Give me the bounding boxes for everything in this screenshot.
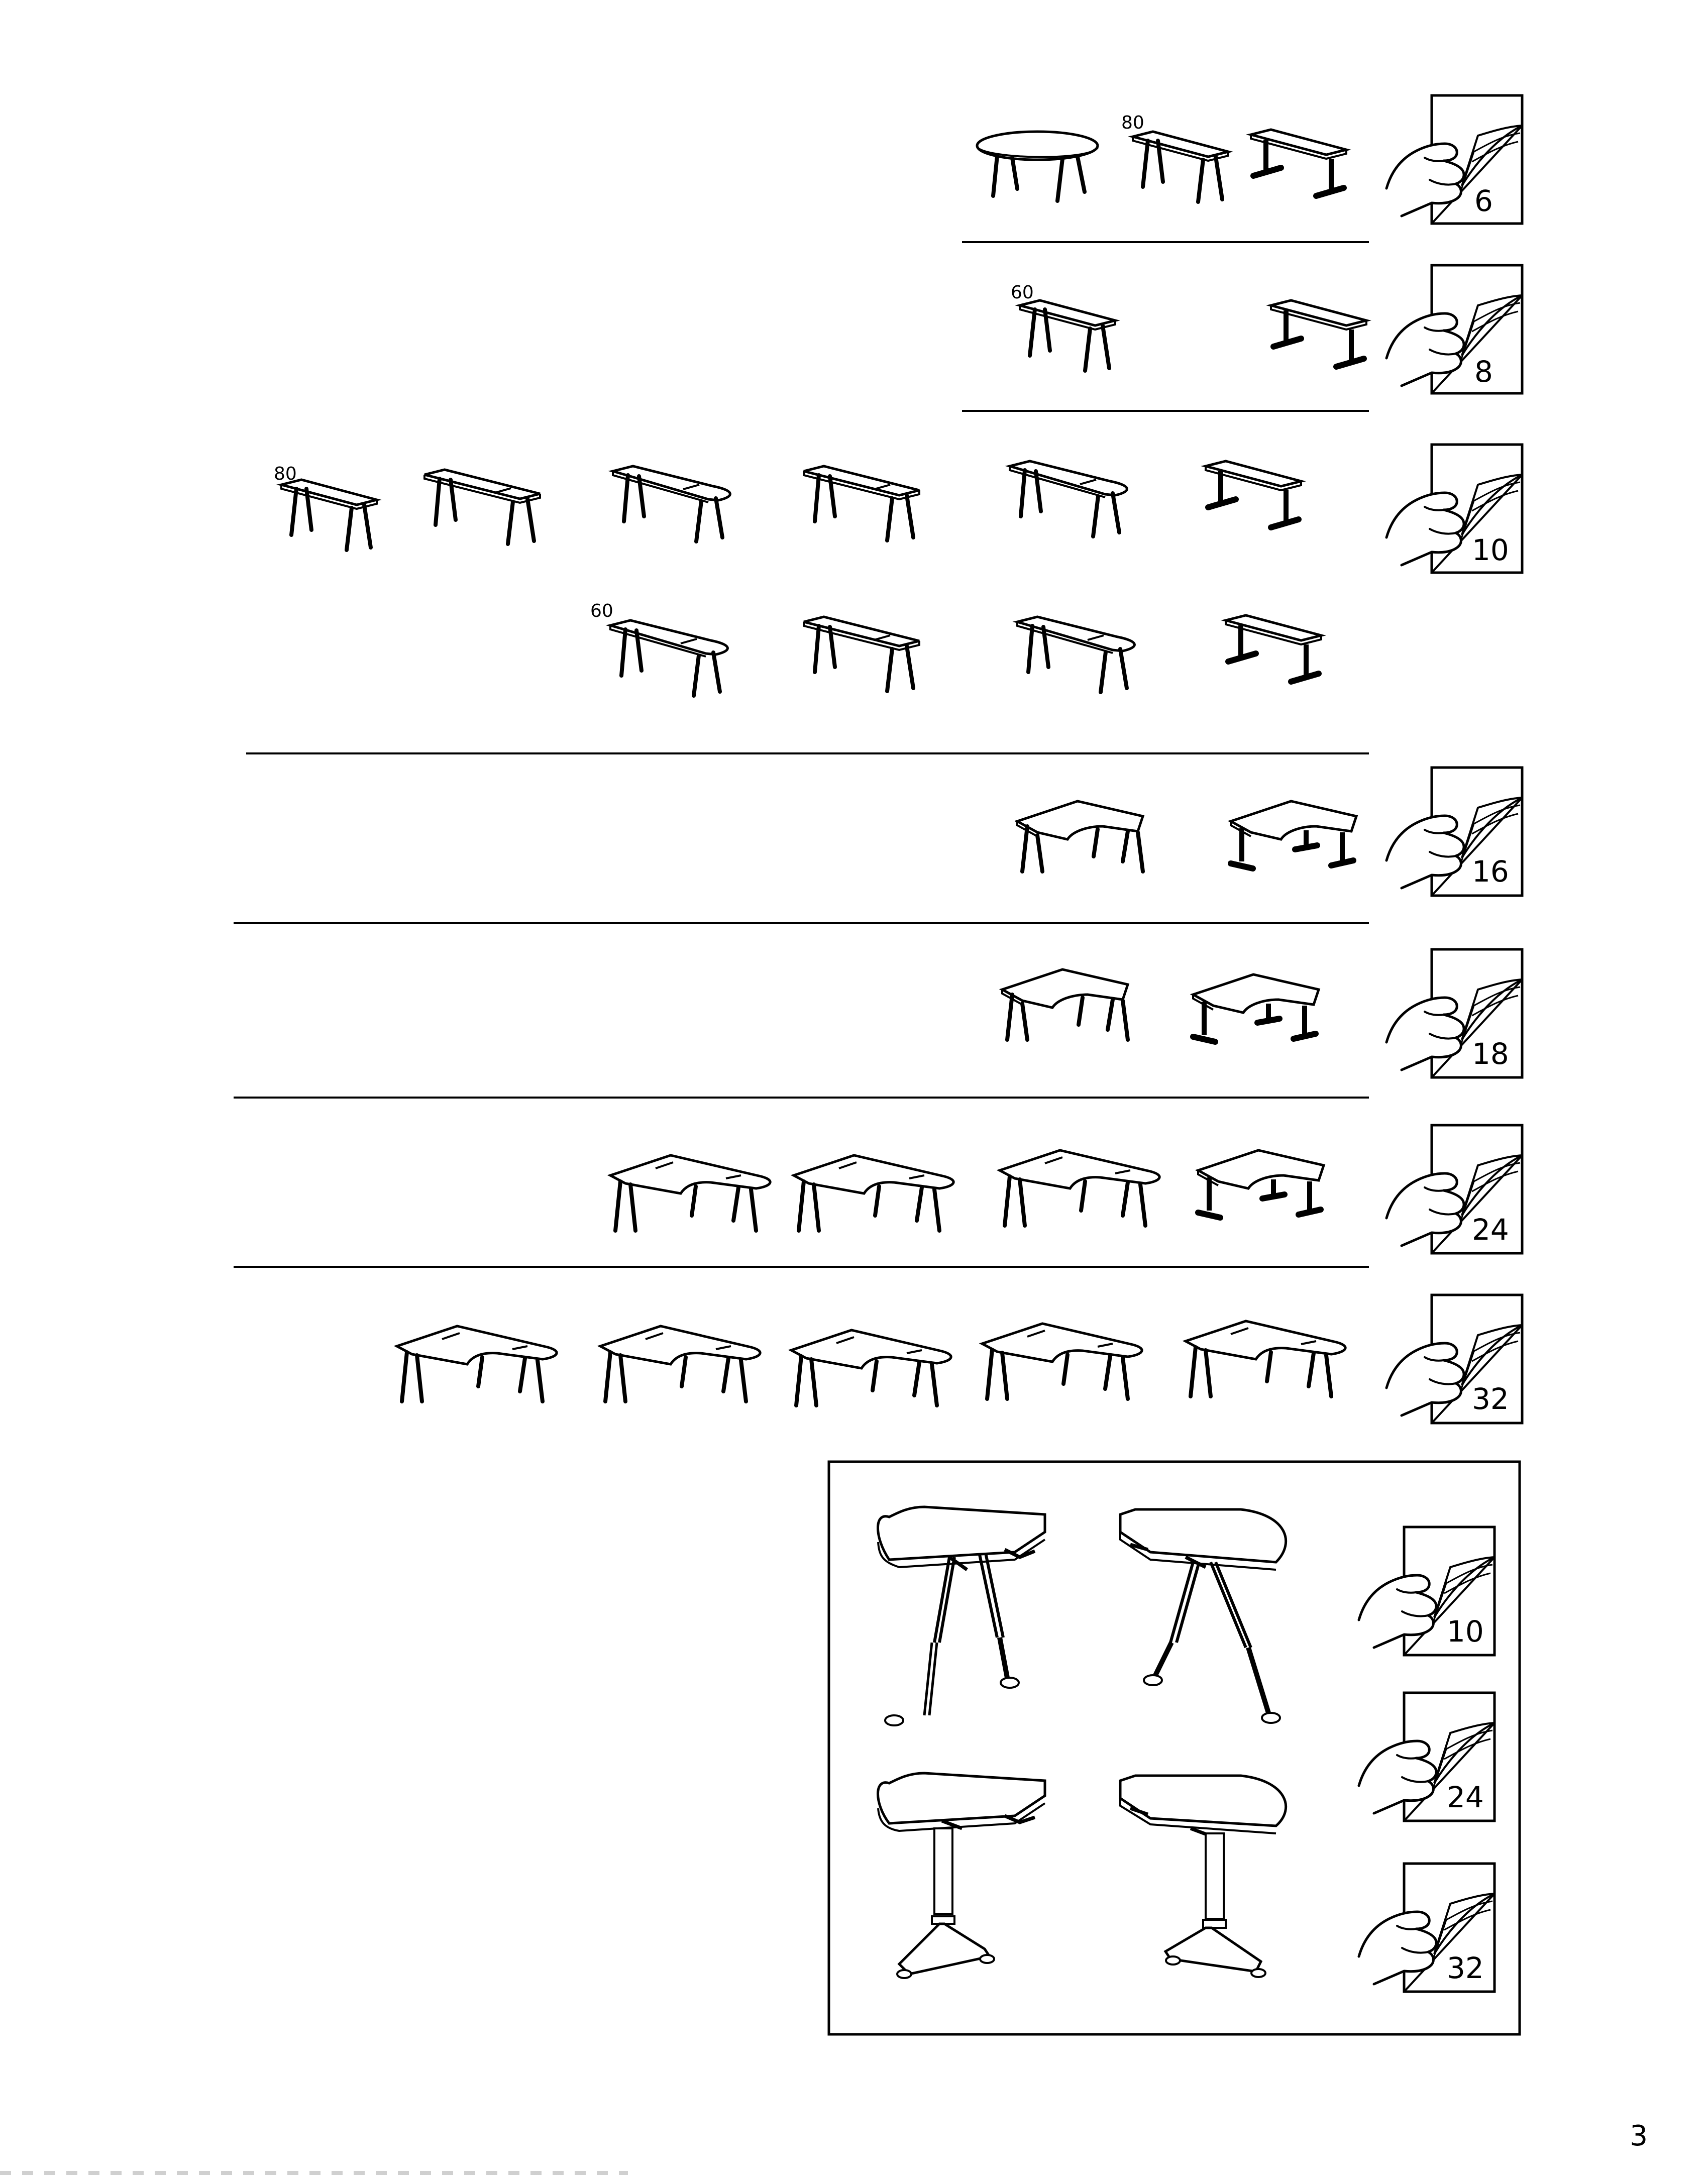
page-number: 3 [1630,2120,1648,2152]
size-label: 80 [1121,113,1144,133]
section-5 [234,949,1522,1098]
desk-corner-icon [610,1155,770,1231]
desk-corner-icon [791,1330,951,1405]
page-ref-32[interactable]: 32 [1472,1382,1509,1416]
page-ref-8[interactable]: 8 [1474,355,1493,389]
desk-corner-icon [1186,1321,1345,1396]
extension-box [829,1462,1520,2034]
size-label: 60 [1011,282,1034,303]
section-2 [962,265,1522,411]
desk-a-leg-icon [1017,617,1134,692]
desk-corner-icon [1193,974,1319,1042]
desk-corner-icon [1000,1150,1159,1226]
desk-t-leg-icon [1271,300,1366,367]
size-label: 60 [590,601,613,621]
desk-corner-icon [1231,801,1356,868]
page-ref-24[interactable]: 24 [1447,1780,1484,1814]
desk-a-leg-icon [1020,300,1115,371]
page-ref-18[interactable]: 18 [1472,1037,1509,1071]
desk-a-leg-icon [613,466,730,541]
size-label: 80 [274,464,297,484]
desk-t-leg-icon [1226,615,1321,682]
desk-corner-icon [1002,969,1128,1040]
desk-corner-icon [1198,1150,1324,1218]
section-6 [234,1125,1522,1267]
desk-a-leg-icon [610,620,727,696]
page-ref-16[interactable]: 16 [1472,854,1509,889]
page-ref-6[interactable]: 6 [1474,184,1493,218]
desk-a-leg-icon [1010,461,1127,536]
page-ref-10[interactable]: 10 [1447,1614,1484,1649]
desk-corner-icon [794,1155,953,1231]
section-3 [246,445,1522,753]
desk-corner-icon [982,1324,1142,1399]
desk-corner-icon [1017,801,1143,871]
footer-rule [0,2171,628,2175]
desk-t-leg-icon [1251,130,1346,196]
section-4 [234,768,1522,923]
page-ref-32[interactable]: 32 [1447,1951,1484,1985]
section-7 [397,1295,1522,1423]
desk-a-leg-icon [1133,132,1228,202]
desk-a-leg-icon [281,480,377,550]
desk-oval-icon [977,132,1098,201]
page-turn-hand-icon[interactable] [1386,265,1522,393]
desk-t-leg-icon [1206,461,1301,527]
desk-corner-icon [397,1326,557,1401]
page-ref-10[interactable]: 10 [1472,533,1509,567]
desk-corner-icon [600,1326,760,1401]
desk-a-leg-icon [424,470,540,544]
desk-a-leg-icon [804,617,919,691]
page-ref-24[interactable]: 24 [1472,1213,1509,1247]
page-turn-hand-icon[interactable] [1386,95,1522,224]
desk-a-leg-icon [804,466,919,540]
section-1 [962,95,1522,242]
